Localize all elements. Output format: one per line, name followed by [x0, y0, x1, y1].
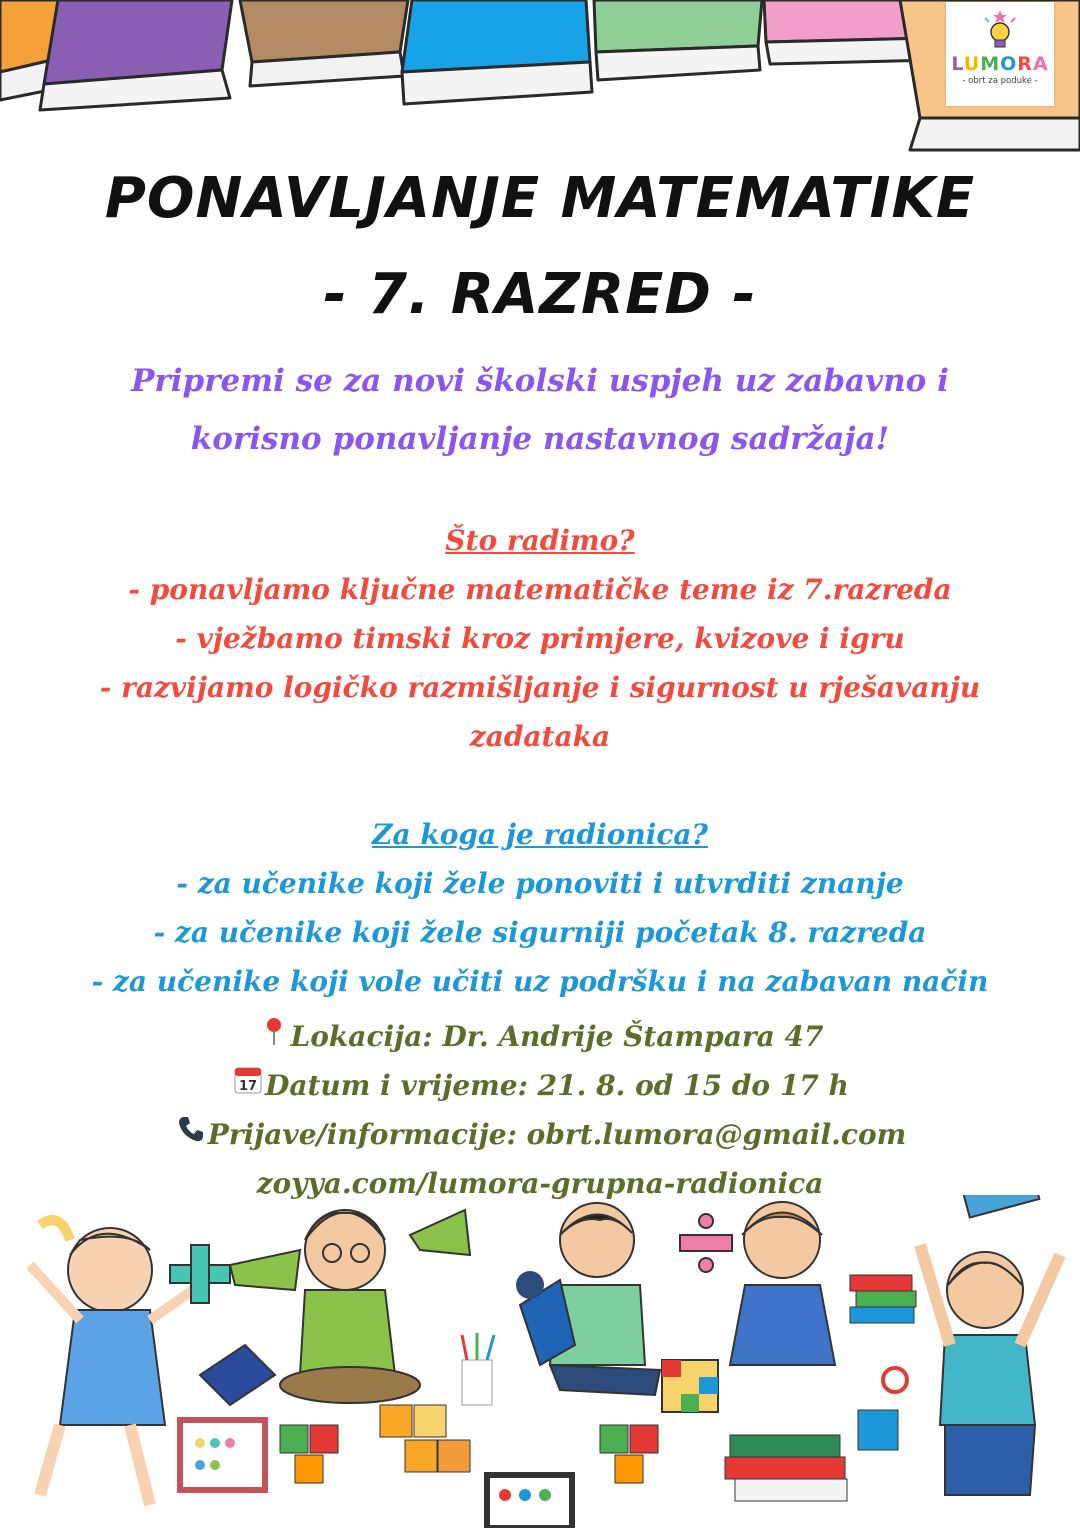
- location-line: [30, 1012, 1050, 1061]
- boy-sitting: [516, 1203, 660, 1395]
- small-abacus: [487, 1475, 572, 1528]
- lumora-logo: [946, 2, 1054, 106]
- page-title-line-1: PONAVLJANJE MATEMATIKE: [104, 166, 976, 231]
- calendar-icon: [231, 1065, 265, 1095]
- datetime-line: [30, 1061, 1050, 1110]
- location-text: Lokacija: Dr. Andrije Štampara 47: [290, 1020, 824, 1053]
- subtitle: [40, 352, 1040, 468]
- boy-arms-up: [920, 1195, 1060, 1495]
- children-illustration: [0, 1195, 1080, 1528]
- who-heading: Za koga je radionica?: [372, 818, 708, 851]
- number-blocks: [380, 1405, 470, 1472]
- what-section: [30, 516, 1050, 761]
- who-section: [30, 810, 1050, 1006]
- lightbulb-icon: [977, 8, 1023, 50]
- abacus: [180, 1420, 265, 1490]
- blue-book: [200, 1345, 275, 1405]
- scissors-cup: [858, 1368, 907, 1450]
- what-item: - vježbamo timski kroz primjere, kvizove i igru: [175, 622, 905, 655]
- what-heading: Što radimo?: [445, 524, 635, 557]
- contact-text: Prijave/informacije: obrt.lumora@gmail.com: [207, 1118, 907, 1151]
- info-section: [30, 1012, 1050, 1208]
- contact-line: [30, 1110, 1050, 1159]
- subtitle-line-2: korisno ponavljanje nastavnog sadržaja!: [190, 421, 890, 457]
- phone-icon: [174, 1114, 208, 1144]
- svg-text:17: 17: [239, 1079, 258, 1094]
- logo-brand: LUMORA: [951, 53, 1049, 75]
- logo-tagline: - obrt za poduke -: [962, 76, 1038, 86]
- booking-link[interactable]: zoyya.com/lumora-grupna-radionica: [256, 1167, 824, 1200]
- girl-with-division: [680, 1202, 835, 1365]
- who-item: - za učenike koji žele sigurniji početak 8. razreda: [153, 916, 927, 949]
- subtitle-line-1: Pripremi se za novi školski uspjeh uz zabavno i: [131, 363, 949, 399]
- what-item: - ponavljamo ključne matematičke teme iz 7.razreda: [128, 573, 952, 606]
- what-item: - razvijamo logičko razmišljanje i sigurnost u rješavanju: [99, 671, 981, 704]
- top-books-decoration: [0, 0, 1080, 170]
- who-item: - za učenike koji žele ponoviti i utvrditi znanje: [176, 867, 904, 900]
- rubiks-cube: [662, 1360, 718, 1412]
- what-item: zadataka: [469, 720, 611, 753]
- pin-icon: [257, 1016, 291, 1046]
- pencil-cup: [462, 1333, 494, 1405]
- datetime-text: Datum i vrijeme: 21. 8. od 15 do 17 h: [265, 1069, 849, 1102]
- who-item: - za učenike koji vole učiti uz podršku i na zabavan način: [91, 965, 989, 998]
- page-title-line-2: - 7. RAZRED -: [323, 262, 757, 327]
